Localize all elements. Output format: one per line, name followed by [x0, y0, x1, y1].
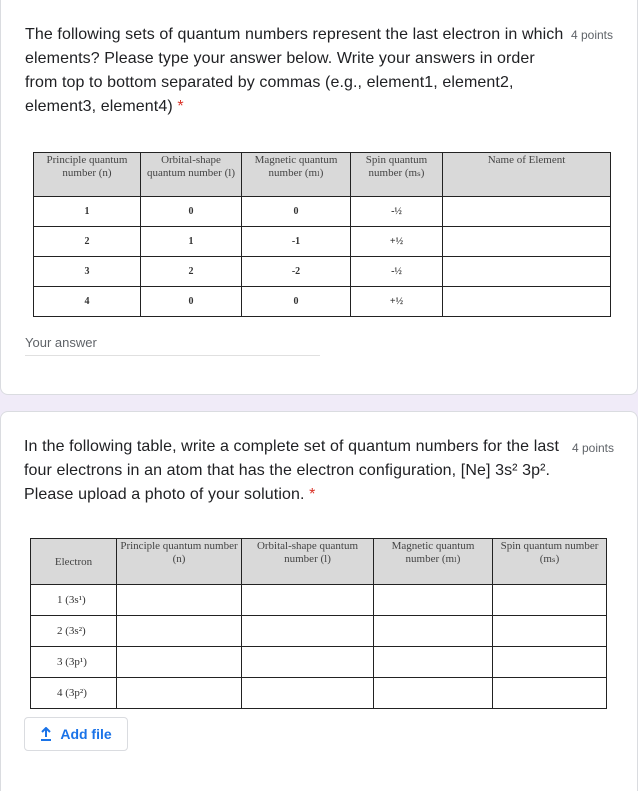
- cell: [443, 287, 611, 317]
- cell: [117, 678, 242, 709]
- cell: [493, 678, 607, 709]
- table-row: [31, 678, 607, 709]
- required-asterisk: *: [177, 98, 184, 115]
- cell: +½: [351, 227, 443, 257]
- cell: 0: [242, 197, 351, 227]
- table-row: [31, 616, 607, 647]
- cell: [493, 616, 607, 647]
- points-label: 4 points: [571, 441, 614, 455]
- table-row: [34, 227, 611, 257]
- cell: 0: [141, 287, 242, 317]
- quantum-numbers-table: [33, 152, 611, 317]
- cell: [117, 585, 242, 616]
- cell: 1: [141, 227, 242, 257]
- cell: 3: [34, 257, 141, 287]
- cell: [374, 647, 493, 678]
- cell: 0: [242, 287, 351, 317]
- cell: 4: [34, 287, 141, 317]
- table-row: [34, 287, 611, 317]
- points-label: 4 points: [570, 28, 613, 42]
- cell: [242, 678, 374, 709]
- cell: +½: [351, 287, 443, 317]
- cell: 1: [34, 197, 141, 227]
- cell: [374, 585, 493, 616]
- electron-label: 2 (3s²): [31, 616, 117, 647]
- cell: [443, 197, 611, 227]
- header-cell: Spin quantum number (mₛ): [351, 153, 443, 197]
- add-file-label: Add file: [60, 726, 112, 742]
- electron-label: 4 (3p²): [31, 678, 117, 709]
- cell: [493, 585, 607, 616]
- cell: [242, 647, 374, 678]
- cell: [374, 678, 493, 709]
- header-cell: Electron: [31, 539, 117, 585]
- header-cell: Magnetic quantum number (mₗ): [242, 153, 351, 197]
- header-cell: Principle quantum number (n): [117, 539, 242, 585]
- cell: [242, 616, 374, 647]
- table-row: [31, 585, 607, 616]
- electron-quantum-table: [30, 538, 607, 709]
- cell: 2: [141, 257, 242, 287]
- table-row: [34, 197, 611, 227]
- cell: 2: [34, 227, 141, 257]
- question-title: The following sets of quantum numbers represent the last electron in which elements? Please type your answer below. Write your answers in order from top to bottom separated by commas (e.g., element1, element2, element3, element4) *: [25, 26, 564, 115]
- cell: [443, 227, 611, 257]
- electron-label: 3 (3p¹): [31, 647, 117, 678]
- answer-underline: [25, 355, 320, 356]
- cell: [374, 616, 493, 647]
- cell: [493, 647, 607, 678]
- header-cell: Principle quantum number (n): [34, 153, 141, 197]
- add-file-button[interactable]: [24, 717, 128, 751]
- cell: [117, 647, 242, 678]
- cell: -2: [242, 257, 351, 287]
- header-cell: Orbital-shape quantum number (l): [141, 153, 242, 197]
- table-header-row: [31, 539, 607, 585]
- cell: [117, 616, 242, 647]
- answer-input[interactable]: Your answer: [25, 335, 97, 350]
- table-row: [31, 647, 607, 678]
- header-cell: Name of Element: [443, 153, 611, 197]
- electron-label: 1 (3s¹): [31, 585, 117, 616]
- header-cell: Spin quantum number (mₛ): [493, 539, 607, 585]
- header-cell: Orbital-shape quantum number (l): [242, 539, 374, 585]
- cell: [242, 585, 374, 616]
- table-header-row: [34, 153, 611, 197]
- header-cell: Magnetic quantum number (mₗ): [374, 539, 493, 585]
- question-card-1: [0, 0, 638, 395]
- cell: -1: [242, 227, 351, 257]
- table-row: [34, 257, 611, 287]
- upload-icon: [40, 727, 52, 741]
- cell: -½: [351, 257, 443, 287]
- cell: -½: [351, 197, 443, 227]
- cell: 0: [141, 197, 242, 227]
- cell: [443, 257, 611, 287]
- question-title: In the following table, write a complete set of quantum numbers for the last four electrons in an atom that has the electron configuration, [Ne] 3s² 3p². Please upload a photo of your solution. *: [24, 438, 559, 503]
- required-asterisk: *: [309, 486, 316, 503]
